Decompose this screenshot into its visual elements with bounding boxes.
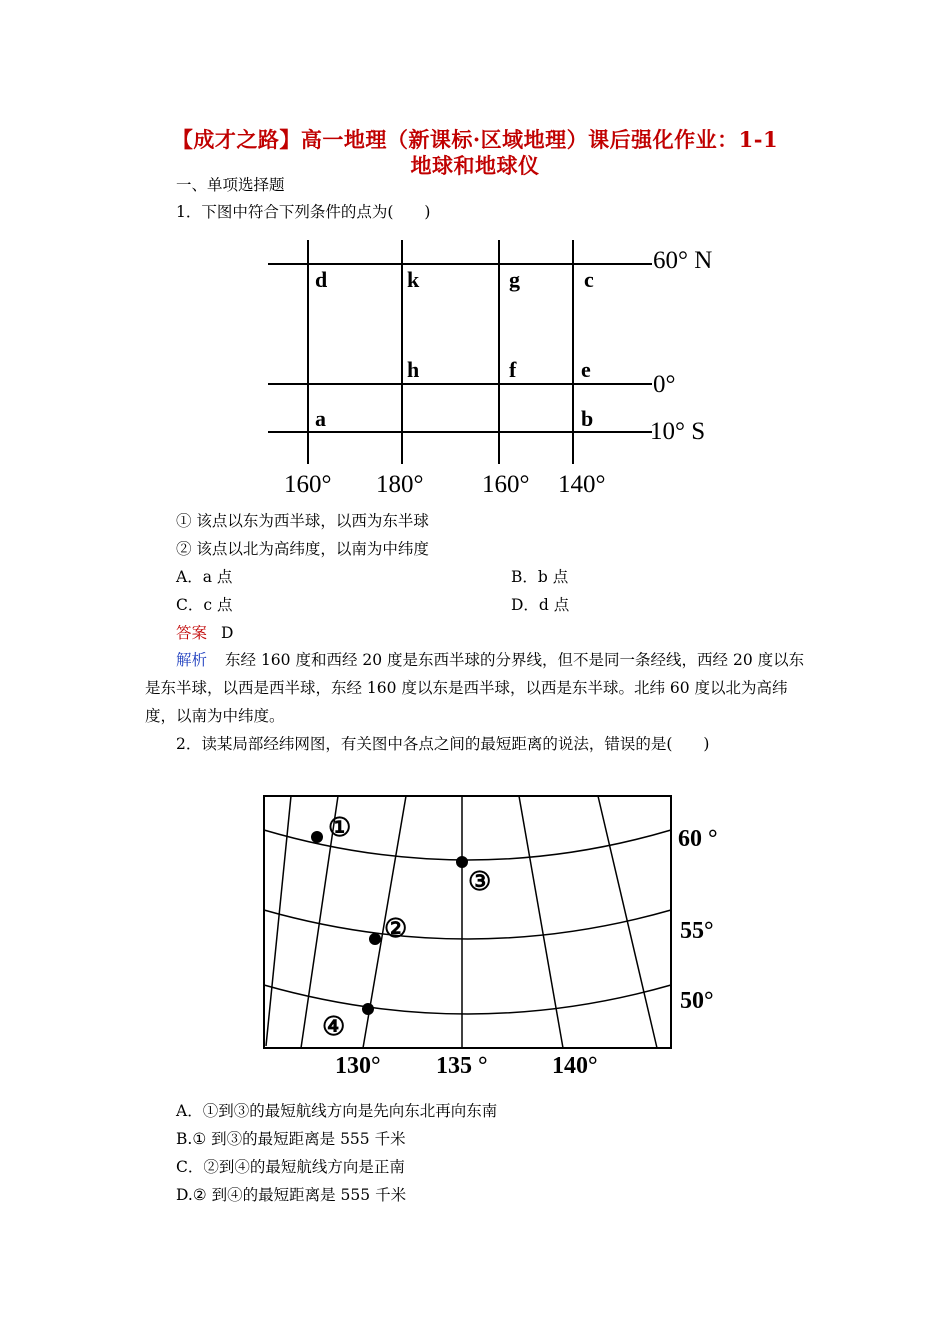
point-f: f	[509, 357, 517, 382]
point-d: d	[315, 267, 328, 292]
map-frame	[264, 796, 671, 1048]
answer-row	[176, 623, 233, 643]
point-e: e	[581, 357, 591, 382]
lon-label-130: 130°	[335, 1053, 381, 1079]
page-title-line2: 地球和地球仪	[410, 153, 540, 178]
point-3-dot	[456, 856, 468, 868]
point-3-label: ③	[468, 867, 492, 896]
analysis-text: 东经 160 度和西经 20 度是东西半球的分界线，但不是同一条经线，西经 20 度以东是东半球，以西是西半球，东经 160 度以东是西半球，以西是东半球。北纬 60 度以北为高纬度，以南为中纬度。	[145, 651, 805, 725]
section-heading: 一、单项选择题	[176, 176, 285, 194]
meridian-6	[598, 796, 657, 1048]
answer-value: D	[221, 624, 234, 642]
figure-1-graticule	[260, 232, 730, 502]
option-1b: B．b 点	[511, 568, 569, 586]
page-title-line1: 【成才之路】高一地理（新课标·区域地理）课后强化作业：1-1	[171, 127, 779, 152]
option-2a: A．①到③的最短航线方向是先向东北再向东南	[176, 1102, 498, 1120]
point-c: c	[584, 267, 594, 292]
option-1a: A．a 点	[176, 568, 233, 586]
point-2-dot	[369, 933, 381, 945]
point-k: k	[407, 267, 420, 292]
answer-label: 答案	[176, 624, 208, 642]
lat-label-0: 0°	[653, 371, 676, 398]
lon-label-140: 140°	[558, 471, 606, 498]
condition-2: ② 该点以北为高纬度，以南为中纬度	[176, 540, 429, 558]
option-2b: B.① 到③的最短距离是 555 千米	[176, 1130, 406, 1148]
point-1-label: ①	[328, 813, 352, 842]
lat-label-55: 55°	[680, 918, 714, 944]
lon-label-180: 180°	[376, 471, 424, 498]
lat-label-60: 60 °	[678, 826, 718, 852]
point-h: h	[407, 357, 420, 382]
lat-label-50: 50°	[680, 988, 714, 1014]
parallel-55	[264, 910, 671, 939]
lat-label-60n: 60° N	[653, 247, 713, 274]
lon-label-160-right: 160°	[482, 471, 530, 498]
question-1-stem: 1．下图中符合下列条件的点为( )	[176, 203, 431, 221]
lon-label-135: 135 °	[436, 1053, 488, 1079]
condition-1: ① 该点以东为西半球，以西为东半球	[176, 512, 429, 530]
lat-label-10s: 10° S	[650, 418, 706, 445]
point-b: b	[581, 406, 594, 431]
point-1-dot	[311, 831, 323, 843]
lon-label-160-left: 160°	[284, 471, 332, 498]
point-a: a	[315, 406, 326, 431]
question-2-stem: 2．读某局部经纬网图，有关图中各点之间的最短距离的说法，错误的是( )	[176, 735, 710, 753]
option-2c: C．②到④的最短航线方向是正南	[176, 1158, 405, 1176]
option-1d: D．d 点	[511, 596, 570, 614]
analysis-label: 解析	[176, 651, 208, 669]
option-2d: D.② 到④的最短距离是 555 千米	[176, 1186, 407, 1204]
point-4-label: ④	[322, 1012, 346, 1041]
point-4-dot	[362, 1003, 374, 1015]
figure-2-graticule-map	[258, 788, 738, 1083]
parallel-50	[264, 985, 671, 1014]
point-2-label: ②	[384, 914, 408, 943]
option-1c: C．c 点	[176, 596, 233, 614]
lon-label-140: 140°	[552, 1053, 598, 1079]
point-g: g	[509, 267, 520, 292]
analysis-paragraph	[145, 646, 810, 730]
